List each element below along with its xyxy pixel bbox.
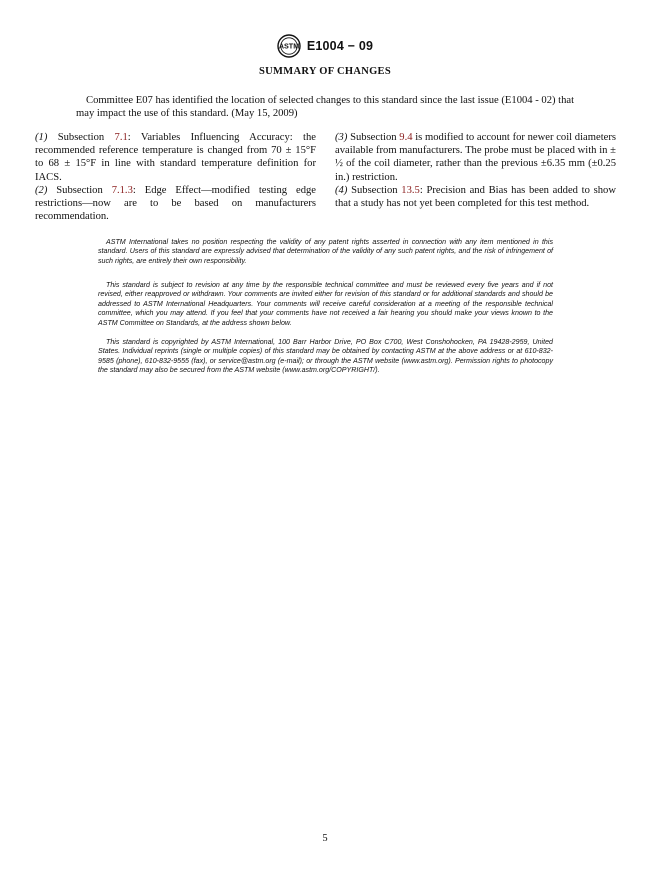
change-text: : Edge Effect—modified testing edge restrictions—now are to be based on manufacturers recommendation. (35, 184, 316, 223)
subsection-link-9-4[interactable]: 9.4 (399, 132, 413, 143)
page-header (0, 34, 650, 63)
header-inner (277, 34, 373, 58)
change-item (35, 184, 316, 224)
subsection-link-7-1[interactable]: 7.1 (114, 132, 128, 143)
changes-columns (35, 131, 616, 223)
change-text: is modified to account for newer coil diameters available from manufacturers. The probe must be placed with in ± ½ of the coil diameter, rather than the previous ±6.35 mm (±0.25 in.) restriction. (335, 132, 616, 183)
subsection-link-13-5[interactable]: 13.5 (401, 184, 420, 196)
revision-notice: This standard is subject to revision at any time by the responsible technical committee and must be reviewed every five years and if not revised, either reapproved or withdrawn. Your comments are invited either for revision of this standard or for additional standards and should be addressed to ASTM International Headquarters. Your comments will receive careful consideration at a meeting of the responsible technical committee, which you may attend. If you feel that your comments have not received a fair hearing you should make your views known to the ASTM Committee on Standards, at the address shown below. (98, 281, 553, 327)
subsection-link-7-1-3[interactable]: 7.1.3 (111, 184, 133, 196)
change-item (335, 184, 616, 210)
copyright-notice: This standard is copyrighted by ASTM International, 100 Barr Harbor Drive, PO Box C700, West Conshohocken, PA 19428-2959, United States. Individual reprints (single or multiple copies) of this standard may be obtained by contacting ASTM at the above address or at 610-832-9585 (phone), 610-832-9555 (fax), or service@astm.org (e-mail); or through the ASTM website (www.astm.org). Permission rights to photocopy the standard may also be secured from the ASTM website (www.astm.org/COPYRIGHT/). (98, 338, 553, 375)
change-item (335, 131, 616, 184)
change-prefix: Subsection (350, 132, 400, 143)
document-id: E1004 − 09 (306, 39, 374, 53)
change-prefix: Subsection (56, 184, 112, 196)
changes-column-left (35, 131, 316, 223)
change-text: : Variables Influencing Accuracy: the recommended reference temperature is changed from 70 ± 15°F to 68 ± 15°F in line with standard temperature definition for IACS. (35, 132, 316, 183)
svg-text:ASTM: ASTM (278, 41, 300, 51)
summary-intro: Committee E07 has identified the location of selected changes to this standard since the last issue (E1004 - 02) that may impact the use of this standard. (May 15, 2009) (76, 95, 575, 119)
astm-logo-icon (277, 34, 301, 58)
summary-title: SUMMARY OF CHANGES (259, 66, 391, 77)
patent-notice: ASTM International takes no position respecting the validity of any patent rights asserted in connection with any item mentioned in this standard. Users of this standard are expressly advised that determination of the validity of any such patent rights, and the risk of infringement of such rights, are entirely their own responsibility. (98, 238, 553, 265)
change-number: (2) (35, 184, 48, 196)
change-prefix: Subsection (351, 184, 402, 196)
changes-column-right (335, 131, 616, 223)
change-number: (4) (335, 184, 348, 196)
change-number: (3) (335, 132, 348, 143)
page-number: 5 (322, 833, 328, 844)
change-text: : Precision and Bias has been added to show that a study has not yet been completed for this test method. (335, 184, 616, 210)
change-item (35, 131, 316, 184)
change-prefix: Subsection (57, 132, 115, 143)
change-number: (1) (35, 132, 48, 143)
